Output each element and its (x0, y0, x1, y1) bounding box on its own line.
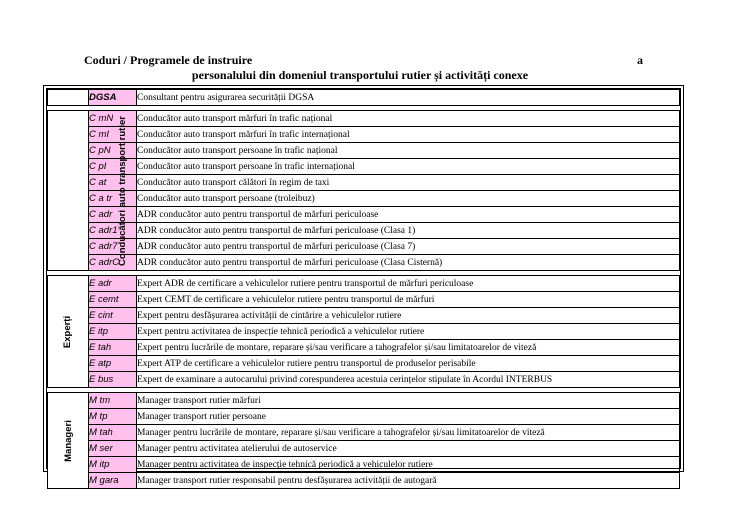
description-cell: ADR conducător auto pentru transportul de mărfuri periculoase (Clasa Cisternă) (137, 255, 680, 271)
code-cell: C adr (89, 207, 137, 223)
code-cell: E atp (89, 356, 137, 372)
description-cell: ADR conducător auto pentru transportul de mărfuri periculoase (137, 207, 680, 223)
table-row (48, 143, 680, 159)
description-cell: Conducător auto transport călători în regim de taxi (137, 175, 680, 191)
description-cell: Manager pentru lucrările de montare, reparare și/sau verificare a tahografelor și/sau limitatoarelor de viteză (137, 425, 680, 441)
code-cell: C mN (89, 111, 137, 127)
title-line-1: Coduri / Programele de instruire (84, 53, 253, 67)
description-cell: ADR conducător auto pentru transportul de mărfuri periculoase (Clasa 7) (137, 239, 680, 255)
table-row (48, 372, 680, 388)
code-cell: C a tr (89, 191, 137, 207)
code-cell: E adr (89, 276, 137, 292)
table-row (48, 425, 680, 441)
code-cell: C adrC (89, 255, 137, 271)
group-cell-empty (48, 90, 89, 106)
group-label-text: Experți (62, 315, 73, 348)
table-row (48, 175, 680, 191)
code-cell: C at (89, 175, 137, 191)
table-row (48, 340, 680, 356)
description-cell: Conducător auto transport persoane în trafic internațional (137, 159, 680, 175)
table-row (48, 409, 680, 425)
description-cell: Expert pentru desfășurarea activității de cintărire a vehiculelor rutiere (137, 308, 680, 324)
code-cell: M itp (89, 457, 137, 473)
group-label-managers (48, 393, 89, 489)
group-label-text: Manageri (62, 419, 74, 462)
title-letter-a: a (637, 53, 643, 67)
description-cell: Manager pentru activitatea de inspecție tehnică periodică a vehiculelor rutiere (137, 457, 680, 473)
description-cell: Manager transport rutier responsabil pentru desfășurarea activității de autogară (137, 473, 680, 489)
table-row (48, 393, 680, 409)
code-cell: DGSA (89, 90, 137, 106)
code-cell: E bus (89, 372, 137, 388)
code-cell: E cemt (89, 292, 137, 308)
description-cell: ADR conducător auto pentru transportul de mărfuri periculoase (Clasa 1) (137, 223, 680, 239)
code-cell: C pN (89, 143, 137, 159)
table-row (48, 223, 680, 239)
description-cell: Expert CEMT de certificare a vehiculelor rutiere pentru transportul de mărfuri (137, 292, 680, 308)
code-cell: C adr7 (89, 239, 137, 255)
table-row (48, 207, 680, 223)
code-cell: E cint (89, 308, 137, 324)
code-cell: M tm (89, 393, 137, 409)
table-row (48, 111, 680, 127)
description-cell: Expert pentru activitatea de inspecție tehnică periodică a vehiculelor rutiere (137, 324, 680, 340)
table-row (48, 255, 680, 271)
code-cell: E tah (89, 340, 137, 356)
table-row (48, 159, 680, 175)
description-cell: Conducător auto transport mărfuri în trafic național (137, 111, 680, 127)
code-cell: M ser (89, 441, 137, 457)
table-row (48, 239, 680, 255)
description-cell: Expert ATP de certificare a vehiculelor rutiere pentru transportul de produselor perisabile (137, 356, 680, 372)
table-row (48, 292, 680, 308)
code-cell: E itp (89, 324, 137, 340)
description-cell: Expert ADR de certificare a vehiculelor rutiere pentru transportul de mărfuri periculoase (137, 276, 680, 292)
description-cell: Consultant pentru asigurarea securității DGSA (137, 90, 680, 106)
table-row (48, 441, 680, 457)
description-cell: Conducător auto transport mărfuri în trafic internațional (137, 127, 680, 143)
description-cell: Expert pentru lucrările de montare, reparare și/sau verificare a tahografelor și/sau limitatoarelor de viteză (137, 340, 680, 356)
group-label-text: Conducători auto transport rutier (116, 115, 128, 266)
description-cell: Manager transport rutier persoane (137, 409, 680, 425)
description-cell: Conducător auto transport persoane în trafic național (137, 143, 680, 159)
code-cell: C pI (89, 159, 137, 175)
code-cell: M tah (89, 425, 137, 441)
description-cell: Manager transport rutier mărfuri (137, 393, 680, 409)
table-row (48, 457, 680, 473)
title-line-2: personalului din domeniul transportului rutier și activități conexe (191, 68, 529, 82)
description-cell: Manager pentru activitatea atelierului de autoservice (137, 441, 680, 457)
code-cell: C adr1 (89, 223, 137, 239)
training-codes-table (47, 89, 680, 489)
table-row-dgsa (48, 90, 680, 106)
table-row (48, 324, 680, 340)
description-cell: Expert de examinare a autocarului privind corespunderea acestuia cerințelor stipulate în Acordul INTERBUS (137, 372, 680, 388)
code-cell: M gara (89, 473, 137, 489)
table-row (48, 127, 680, 143)
group-label-experts (48, 276, 89, 388)
table-row (48, 356, 680, 372)
code-cell: M tp (89, 409, 137, 425)
table-row (48, 308, 680, 324)
description-cell: Conducător auto transport persoane (troleibuz) (137, 191, 680, 207)
table-row (48, 276, 680, 292)
table-row (48, 473, 680, 489)
table-row (48, 191, 680, 207)
code-cell: C mI (89, 127, 137, 143)
